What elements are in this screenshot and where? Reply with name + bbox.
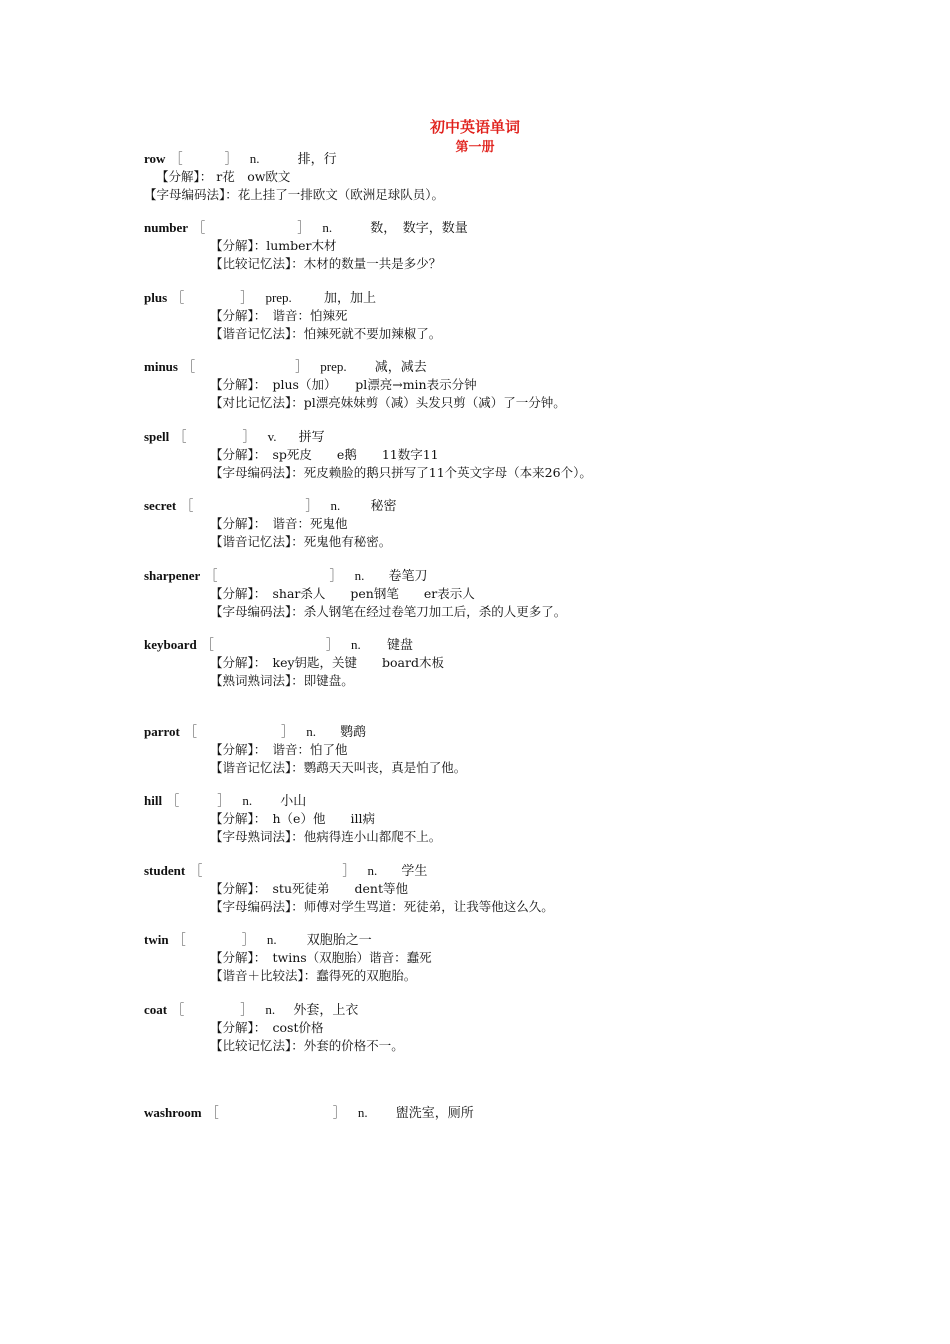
entry-word: coat: [144, 1002, 168, 1017]
entry-note: 【比较记忆法】：木材的数量一共是多少？: [210, 255, 442, 271]
entry-meaning: 数， 数字，数量: [370, 221, 468, 236]
entry-word: row: [144, 151, 166, 166]
entry-head: [144, 497, 864, 515]
entry-head: [144, 1104, 864, 1122]
entry-meaning: 卷笔刀: [388, 569, 428, 584]
entry-note: 【熟词熟词法】：即键盘。: [210, 672, 354, 688]
phonetic-blank: ［ ］: [166, 794, 231, 809]
vocab-entry: [144, 150, 864, 203]
entry-head: [144, 219, 864, 237]
entry-head: [144, 792, 864, 810]
entry-word: student: [144, 863, 186, 878]
vocab-entry: [144, 219, 864, 272]
entry-note: 【字母编码法】：杀人钢笔在经过卷笔刀加工后，杀的人更多了。: [210, 603, 567, 619]
entry-meaning: 双胞胎之一: [306, 933, 372, 948]
entry-note: 【谐音记忆法】：怕辣死就不要加辣椒了。: [210, 325, 442, 341]
entry-meaning: 减，减去: [374, 360, 427, 375]
entry-note: 【字母编码法】：死皮赖脸的鹅只拼写了11个英文字母（本来26个）。: [210, 464, 592, 480]
page-title: 初中英语单词: [429, 118, 520, 136]
entry-note: 【分解】： 谐音：死鬼他: [210, 516, 348, 531]
part-of-speech: n.: [354, 568, 365, 583]
entry-note: 【比较记忆法】：外套的价格不一。: [210, 1037, 404, 1053]
phonetic-blank: ［ ］: [171, 1003, 254, 1018]
page-subtitle: 第一册: [455, 140, 495, 155]
vocab-entry: [144, 636, 864, 689]
vocab-entry: [144, 1001, 864, 1054]
entry-note: 【分解】： 谐音：怕了他: [210, 742, 348, 757]
part-of-speech: n.: [266, 932, 277, 947]
entry-word: plus: [144, 290, 168, 305]
entry-word: sharpener: [144, 568, 201, 583]
part-of-speech: n.: [242, 793, 253, 808]
entry-meaning: 拼写: [298, 430, 325, 445]
entry-note: 【分解】：lumber木材: [210, 238, 337, 253]
entry-note: 【谐音＋比较法】：蠢得死的双胞胎。: [210, 967, 417, 983]
entry-word: hill: [144, 793, 163, 808]
entry-head: [144, 150, 864, 168]
vocab-entry: [144, 931, 864, 984]
phonetic-blank: ［ ］: [169, 152, 238, 167]
entry-word: number: [144, 220, 189, 235]
entry-head: [144, 358, 864, 376]
vocab-entry: [144, 358, 864, 411]
phonetic-blank: ［ ］: [180, 499, 319, 514]
entry-meaning: 小山: [280, 794, 307, 809]
part-of-speech: n.: [367, 863, 378, 878]
part-of-speech: v.: [267, 429, 277, 444]
entry-note: 【分解】： plus（加） pl漂亮→min表示分钟: [210, 377, 477, 392]
phonetic-blank: ［ ］: [184, 725, 295, 740]
part-of-speech: n.: [322, 220, 333, 235]
entry-head: [144, 428, 864, 446]
phonetic-blank: ［ ］: [173, 430, 256, 445]
part-of-speech: n.: [306, 724, 316, 739]
vocab-entry: [144, 428, 864, 481]
vocab-entry: [144, 792, 864, 845]
entry-note: 【分解】： h（e）他 ill病: [210, 811, 375, 826]
entry-word: parrot: [144, 724, 180, 739]
entry-note: 【谐音记忆法】：死鬼他有秘密。: [210, 533, 392, 549]
entry-note: 【分解】： twins（双胞胎）谐音：蠢死: [210, 950, 432, 965]
entry-meaning: 外套，上衣: [293, 1003, 359, 1018]
phonetic-blank: ［ ］: [205, 1106, 346, 1121]
entry-head: [144, 567, 864, 585]
entry-word: spell: [144, 429, 170, 444]
vocab-entry: [144, 723, 864, 776]
entry-head: [144, 723, 864, 741]
entry-note: 【字母熟词法】：他病得连小山都爬不上。: [210, 828, 442, 844]
phonetic-blank: ［ ］: [189, 864, 356, 879]
entry-meaning: 盥洗室，厕所: [395, 1106, 474, 1121]
entry-head: [144, 636, 864, 654]
entry-head: [144, 862, 864, 880]
part-of-speech: n.: [330, 498, 341, 513]
vocab-entry: [144, 862, 864, 915]
entry-note: 【字母编码法】：师傅对学生骂道：死徒弟，让我等他这么久。: [210, 898, 554, 914]
entry-word: minus: [144, 359, 178, 374]
entry-note: 【谐音记忆法】：鹦鹉天天叫丧，真是怕了他。: [210, 759, 467, 775]
phonetic-blank: ［ ］: [192, 221, 311, 236]
part-of-speech: n.: [249, 151, 260, 166]
entry-head: [144, 931, 864, 949]
entry-note: 【分解】： shar杀人 pen钢笔 er表示人: [210, 586, 475, 601]
entry-note: 【字母编码法】：花上挂了一排欧文（欧洲足球队员）。: [144, 186, 445, 202]
part-of-speech: prep.: [320, 359, 347, 374]
phonetic-blank: ［ ］: [200, 638, 339, 653]
part-of-speech: prep.: [265, 290, 292, 305]
entry-meaning: 排，行: [297, 152, 337, 167]
entry-note: 【对比记忆法】：pl漂亮妹妹剪（减）头发只剪（减）了一分钟。: [210, 394, 566, 410]
entry-meaning: 加，加上: [323, 291, 376, 306]
entry-note: 【分解】： key钥匙，关键 board木板: [210, 655, 444, 670]
part-of-speech: n.: [265, 1002, 276, 1017]
entry-note: 【分解】： stu死徒弟 dent等他: [210, 881, 408, 896]
part-of-speech: n.: [357, 1105, 368, 1120]
entry-meaning: 学生: [401, 864, 428, 879]
part-of-speech: n.: [351, 637, 361, 652]
phonetic-blank: ［ ］: [182, 360, 309, 375]
entry-meaning: 鹦鹉: [340, 725, 367, 740]
entry-note: 【分解】： cost价格: [210, 1020, 324, 1035]
entry-head: [144, 289, 864, 307]
entry-word: secret: [144, 498, 177, 513]
entry-meaning: 秘密: [370, 499, 397, 514]
entry-head: [144, 1001, 864, 1019]
vocab-entry: [144, 567, 864, 620]
entry-note: 【分解】： sp死皮 e鹅 11数字11: [210, 447, 439, 462]
entry-note: 【分解】： r花 ow欧文: [156, 169, 291, 184]
entry-word: keyboard: [144, 637, 197, 652]
entry-word: twin: [144, 932, 169, 947]
phonetic-blank: ［ ］: [172, 933, 255, 948]
phonetic-blank: ［ ］: [204, 569, 343, 584]
entry-word: washroom: [144, 1105, 202, 1120]
entry-note: 【分解】： 谐音：怕辣死: [210, 308, 348, 323]
vocab-entry: [144, 497, 864, 550]
vocab-entry: [144, 289, 864, 342]
vocab-entry: [144, 1104, 864, 1122]
entry-meaning: 键盘: [386, 638, 413, 653]
phonetic-blank: ［ ］: [171, 291, 254, 306]
